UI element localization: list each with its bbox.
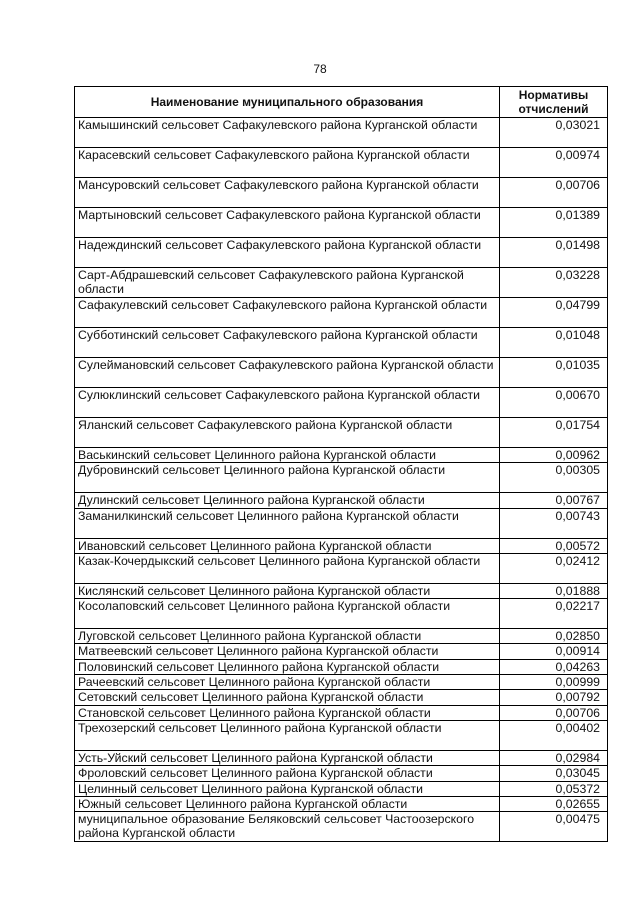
allocation-value-cell: 0,04799 [500,298,608,328]
allocation-value-cell: 0,04263 [500,659,608,674]
table-row [75,298,608,328]
table-header-row [75,87,608,118]
table-row [75,690,608,705]
municipality-name-cell: Целинный сельсовет Целинного района Курганской области [75,781,500,796]
allocation-value-cell: 0,00305 [500,463,608,493]
table-row [75,418,608,448]
allocation-value-cell: 0,01498 [500,238,608,268]
table-row [75,629,608,644]
table-row [75,328,608,358]
table-row [75,268,608,298]
table-row [75,358,608,388]
municipality-name-cell: Фроловский сельсовет Целинного района Курганской области [75,766,500,781]
allocation-value-cell: 0,00914 [500,644,608,659]
allocation-value-cell: 0,00706 [500,178,608,208]
table-row [75,208,608,238]
table-row [75,118,608,148]
municipality-name-cell: Дубровинский сельсовет Целинного района Курганской области [75,463,500,493]
table-row [75,238,608,268]
municipality-name-cell: Казак-Кочердыкский сельсовет Целинного района Курганской области [75,553,500,583]
municipality-name-cell: Кислянский сельсовет Целинного района Курганской области [75,583,500,598]
allocation-standards-table [74,86,608,842]
table-row [75,750,608,765]
municipality-name-cell: Становской сельсовет Целинного района Курганской области [75,705,500,720]
municipality-name-cell: Васькинский сельсовет Целинного района Курганской области [75,448,500,463]
allocation-value-cell: 0,02984 [500,750,608,765]
municipality-name-cell: Сулеймановский сельсовет Сафакулевского района Курганской области [75,358,500,388]
allocation-value-cell: 0,01389 [500,208,608,238]
municipality-name-cell: Луговской сельсовет Целинного района Курганской области [75,629,500,644]
allocation-value-cell: 0,00743 [500,508,608,538]
table-row [75,781,608,796]
allocation-value-cell: 0,00962 [500,448,608,463]
table-row [75,583,608,598]
municipality-name-cell: Ивановский сельсовет Целинного района Курганской области [75,538,500,553]
allocation-value-cell: 0,00572 [500,538,608,553]
allocation-value-cell: 0,02412 [500,553,608,583]
municipality-name-cell: Трехозерский сельсовет Целинного района Курганской области [75,720,500,750]
table-row [75,448,608,463]
table-row [75,720,608,750]
municipality-name-cell: Субботинский сельсовет Сафакулевского района Курганской области [75,328,500,358]
allocation-value-cell: 0,00706 [500,705,608,720]
municipality-name-cell: Камышинский сельсовет Сафакулевского района Курганской области [75,118,500,148]
table-row [75,766,608,781]
allocation-value-cell: 0,01048 [500,328,608,358]
allocation-value-cell: 0,02217 [500,599,608,629]
allocation-value-cell: 0,03045 [500,766,608,781]
municipality-name-cell: Усть-Уйский сельсовет Целинного района Курганской области [75,750,500,765]
allocation-value-cell: 0,01888 [500,583,608,598]
allocation-value-cell: 0,01754 [500,418,608,448]
table-row [75,675,608,690]
allocation-value-cell: 0,00999 [500,675,608,690]
municipality-name-cell: Рачеевский сельсовет Целинного района Курганской области [75,675,500,690]
table-row [75,553,608,583]
table-row [75,388,608,418]
allocation-value-cell: 0,03228 [500,268,608,298]
table-row [75,148,608,178]
municipality-name-cell: Надеждинский сельсовет Сафакулевского района Курганской области [75,238,500,268]
municipality-name-cell: Сетовский сельсовет Целинного района Курганской области [75,690,500,705]
table-row [75,812,608,842]
table-row [75,178,608,208]
municipality-name-cell: Косолаповский сельсовет Целинного района Курганской области [75,599,500,629]
allocation-value-cell: 0,00767 [500,493,608,508]
municipality-name-cell: Дулинский сельсовет Целинного района Курганской области [75,493,500,508]
municipality-name-cell: Сарт-Абдрашевский сельсовет Сафакулевского района Курганской области [75,268,500,298]
allocation-value-cell: 0,00974 [500,148,608,178]
header-allocation-standards: Нормативы отчислений [500,87,608,118]
allocation-value-cell: 0,00792 [500,690,608,705]
allocation-value-cell: 0,05372 [500,781,608,796]
allocation-value-cell: 0,00670 [500,388,608,418]
allocation-value-cell: 0,00475 [500,812,608,842]
table-row [75,796,608,811]
table-row [75,599,608,629]
municipality-name-cell: Мансуровский сельсовет Сафакулевского района Курганской области [75,178,500,208]
allocation-value-cell: 0,01035 [500,358,608,388]
municipality-name-cell: муниципальное образование Беляковский сельсовет Частоозерского района Курганской области [75,812,500,842]
table-row [75,705,608,720]
table-row [75,493,608,508]
municipality-name-cell: Яланский сельсовет Сафакулевского района Курганской области [75,418,500,448]
table-row [75,538,608,553]
municipality-name-cell: Карасевский сельсовет Сафакулевского района Курганской области [75,148,500,178]
allocation-value-cell: 0,00402 [500,720,608,750]
municipality-name-cell: Южный сельсовет Целинного района Курганской области [75,796,500,811]
municipality-name-cell: Мартыновский сельсовет Сафакулевского района Курганской области [75,208,500,238]
municipality-name-cell: Половинский сельсовет Целинного района Курганской области [75,659,500,674]
allocation-value-cell: 0,02655 [500,796,608,811]
table-row [75,463,608,493]
page-number: 78 [313,62,327,76]
allocation-value-cell: 0,02850 [500,629,608,644]
municipality-name-cell: Матвеевский сельсовет Целинного района Курганской области [75,644,500,659]
municipality-name-cell: Сафакулевский сельсовет Сафакулевского района Курганской области [75,298,500,328]
allocation-value-cell: 0,03021 [500,118,608,148]
table-row [75,508,608,538]
table-row [75,644,608,659]
municipality-name-cell: Заманилкинский сельсовет Целинного района Курганской области [75,508,500,538]
table-row [75,659,608,674]
municipality-name-cell: Сулюклинский сельсовет Сафакулевского района Курганской области [75,388,500,418]
header-municipality-name: Наименование муниципального образования [75,87,500,118]
